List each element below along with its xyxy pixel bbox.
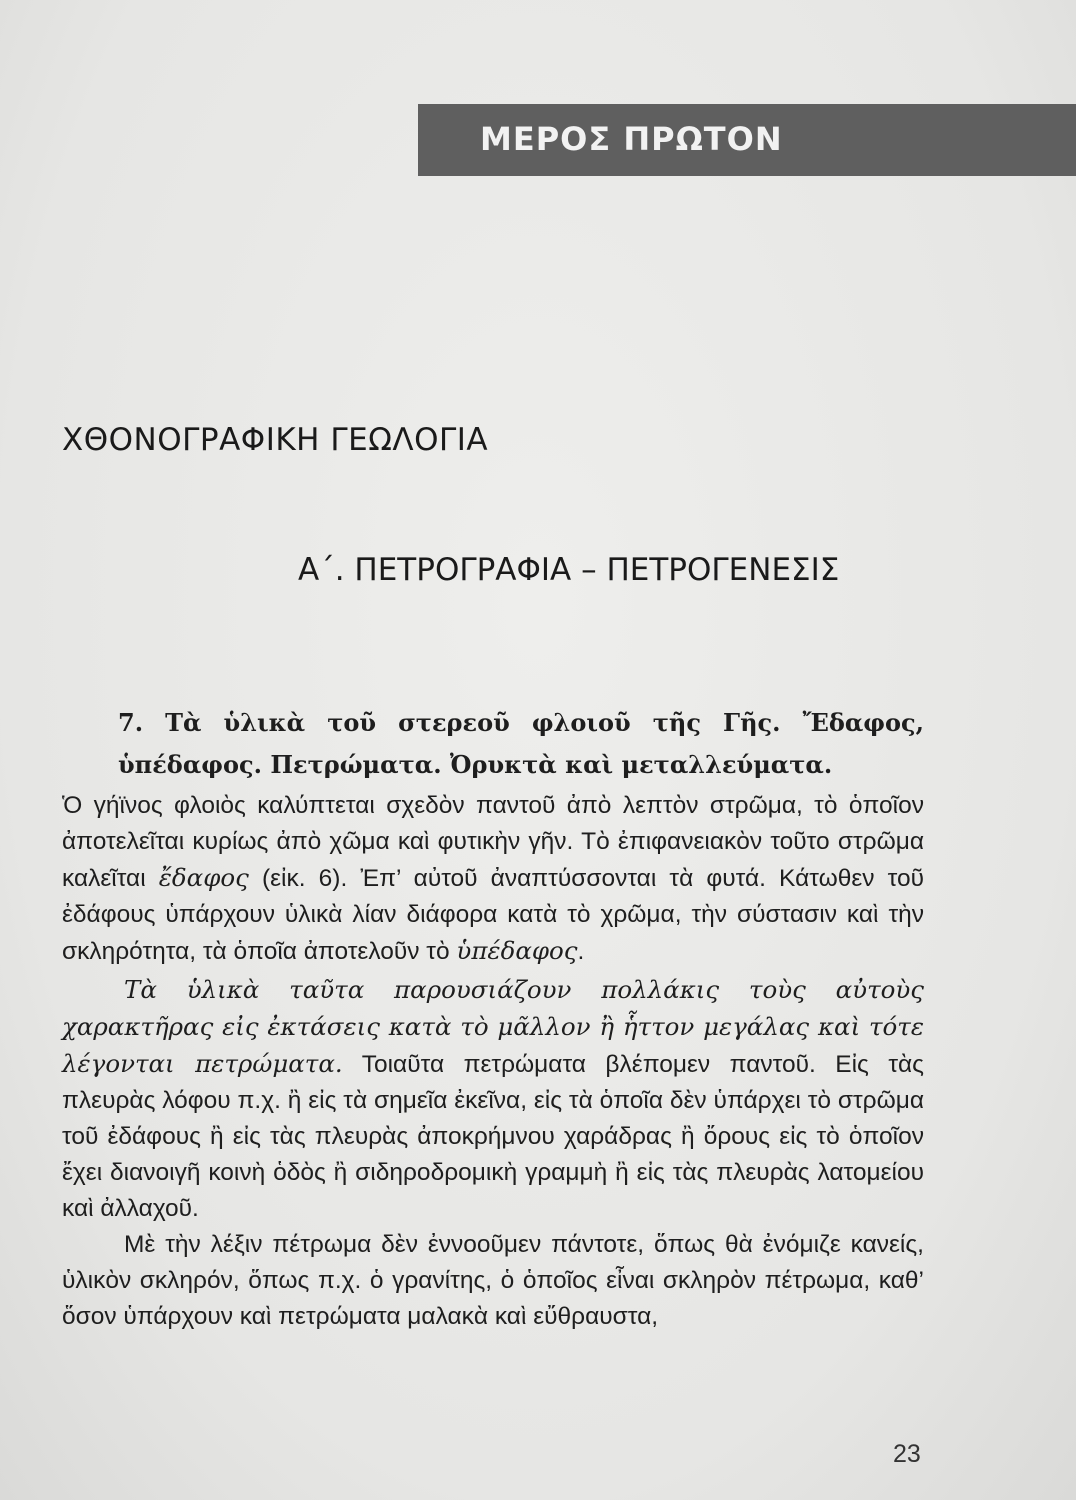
paragraph-2-text: Τοιαῦτα πετρώματα βλέπομεν παντοῦ. Εἰς τὰς πλευρὰς λόφου π.χ. ἢ εἰς τὰ σημεῖα ἐκεῖνα, εἰς τὰ ὁποῖα δὲν ὑπάρχει τὸ στρῶμα τοῦ ἐδάφους ἢ εἰς τὰς πλευρὰς ἀποκρήμνου χαράδρας ἢ ὄρους εἰς τὸ ὁποῖον ἔχει διανοιγῆ κοινὴ ὁδὸς ἢ σιδηροδρομικὴ γραμμὴ ἢ εἰς τὰς πλευρὰς λατομείου καὶ ἀλλαχοῦ. (62, 1051, 924, 1222)
paragraph-3: Μὲ τὴν λέξιν πέτρωμα δὲν ἐννοοῦμεν πάντοτε, ὅπως θὰ ἐνόμιζε κανείς, ὑλικὸν σκληρόν, ὅπως π.χ. ὁ γρανίτης, ὁ ὁποῖος εἶναι σκληρὸν πέτρωμα, καθ’ ὅσον ὑπάρχουν καὶ πετρώματα μαλακὰ καὶ εὔθραυστα, (62, 1231, 924, 1330)
chapter-title: Α΄. ΠΕΤΡΟΓΡΑΦΙΑ – ΠΕΤΡΟΓΕΝΕΣΙΣ (298, 552, 840, 588)
term-ypedafos: ὑπέδαφος (456, 936, 578, 965)
part-banner (418, 104, 1076, 176)
section-title: ΧΘΟΝΟΓΡΑΦΙΚΗ ΓΕΩΛΟΓΙΑ (62, 422, 489, 458)
article-heading: 7. Τὰ ὑλικὰ τοῦ στερεοῦ φλοιοῦ τῆς Γῆς. Ἔδαφος, ὑπέδαφος. Πετρώματα. Ὀρυκτὰ καὶ μεταλλεύματα. (118, 708, 924, 779)
paragraph-1-text-a: Ὁ γήϊνος φλοιὸς καλύπτεται σχεδὸν παντοῦ ἀπὸ λεπτὸν στρῶμα, τὸ ὁποῖον ἀποτελεῖται κυρίως ἀπὸ χῶμα καὶ φυτικὴν γῆν. Τὸ ἐπιφανειακὸν τοῦτο στρῶμα καλεῖται (62, 792, 924, 892)
term-edafos: ἔδαφος (158, 863, 249, 892)
paragraph-1-text-c: . (577, 938, 585, 965)
article-body (62, 702, 924, 1335)
page-number: 23 (893, 1440, 921, 1468)
paragraph-1-text-b: (εἰκ. 6). Ἐπ’ αὐτοῦ ἀναπτύσσονται τὰ φυτά. Κάτωθεν τοῦ ἐδάφους ὑπάρχουν ὑλικὰ λίαν διάφορα κατὰ τὸ χρῶμα, τὴν σύστασιν καὶ τὴν σκληρότητα, τὰ ὁποῖα ἀποτελοῦν τὸ (62, 865, 924, 965)
paragraph-2 (62, 972, 924, 1227)
paragraph-1 (62, 788, 924, 970)
paragraph-2-definition: Τὰ ὑλικὰ ταῦτα παρουσιάζουν πολλάκις τοὺς αὐτοὺς χαρακτῆρας εἰς ἐκτάσεις κατὰ τὸ μᾶλλον ἢ ἧττον μεγάλας καὶ τότε λέγονται πετρώματα. (62, 975, 924, 1078)
part-banner-label: ΜΕΡΟΣ ΠΡΩΤΟΝ (480, 120, 783, 158)
